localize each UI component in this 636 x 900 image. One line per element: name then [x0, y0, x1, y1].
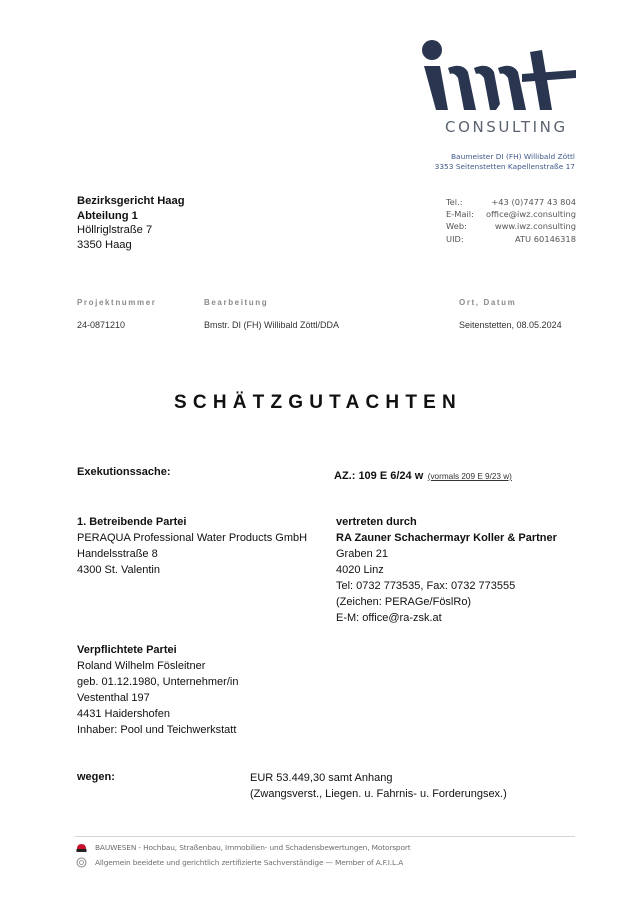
representative-line: Graben 21: [336, 548, 388, 560]
footer-text-1: BAUWESEN - Hochbau, Straßenbau, Immobilien- und Schadensbewertungen, Motorsport: [95, 843, 411, 852]
reason-block: [250, 770, 507, 802]
representative-line: 4020 Linz: [336, 564, 384, 576]
plaintiff-line: PERAQUA Professional Water Products GmbH: [77, 532, 308, 544]
contact-value: +43 (0)7477 43 804: [491, 197, 576, 207]
project-number-label: Projektnummer: [77, 298, 157, 307]
recipient-department: Abteilung 1: [77, 209, 138, 222]
company-address-line: 3353 Seitenstetten Kapellenstraße 17: [434, 162, 575, 171]
contact-label: Tel.:: [446, 197, 463, 207]
reason-detail: (Zwangsverst., Liegen. u. Fahrnis- u. Forderungsex.): [250, 788, 507, 800]
defendant-block: [77, 642, 238, 738]
defendant-line: geb. 01.12.1980, Unternehmer/in: [77, 676, 239, 688]
contact-row-phone: [446, 196, 576, 208]
plaintiff-block: [77, 514, 307, 578]
representative-block: [336, 514, 557, 626]
plaintiff-line: 4300 St. Valentin: [77, 564, 160, 576]
contact-value[interactable]: office@iwz.consulting: [485, 209, 576, 220]
company-logo: [418, 38, 578, 136]
plaintiff-heading: 1. Betreibende Partei: [77, 516, 187, 528]
seal-icon: [75, 857, 87, 868]
az-former: (vormals 209 E 9/23 w): [427, 472, 512, 481]
reason-amount: EUR 53.449,30 samt Anhang: [250, 772, 393, 784]
contact-value: ATU 60146318: [514, 233, 576, 244]
contact-block: [446, 196, 576, 245]
recipient-address: [77, 194, 185, 252]
footer-divider: [75, 836, 575, 837]
place-date-label: Ort, Datum: [459, 298, 517, 307]
company-name-line: Baumeister DI (FH) Willibald Zöttl: [450, 152, 575, 161]
contact-row-uid: [446, 233, 576, 245]
defendant-heading: Verpflichtete Partei: [77, 644, 177, 656]
contact-value[interactable]: www.iwz.consulting: [494, 221, 576, 232]
contact-row-web: [446, 220, 576, 232]
editor-value: Bmstr. DI (FH) Willibald Zöttl/DDA: [204, 320, 340, 330]
footer-text-2: Allgemein beeidete und gerichtlich zertifizierte Sachverständige — Member of A.F.I.L.A: [95, 858, 404, 867]
contact-label: E-Mail:: [446, 209, 474, 220]
contact-label: UID:: [446, 233, 464, 244]
representative-line: (Zeichen: PERAGe/FöslRo): [336, 596, 472, 608]
reason-label: wegen:: [77, 771, 115, 783]
defendant-line: 4431 Haidershofen: [77, 708, 170, 720]
document-title: SCHÄTZGUTACHTEN: [174, 392, 462, 413]
contact-label: Web:: [446, 221, 467, 232]
plaintiff-line: Handelsstraße 8: [77, 548, 158, 560]
helmet-icon: [75, 842, 87, 853]
iwz-logo-icon: [418, 38, 578, 116]
logo-subtitle: CONSULTING: [445, 118, 568, 136]
footer-line-2: [75, 857, 403, 868]
representative-name: RA Zauner Schachermayr Koller & Partner: [336, 532, 557, 544]
case-label: Exekutionssache:: [77, 466, 171, 478]
footer-line-1: [75, 842, 410, 853]
representative-email: E-M: office@ra-zsk.at: [336, 612, 442, 624]
contact-row-email: [446, 208, 576, 220]
defendant-line: Vestenthal 197: [77, 692, 150, 704]
representative-heading: vertreten durch: [336, 516, 417, 528]
az-main: AZ.: 109 E 6/24 w: [334, 470, 424, 482]
recipient-city: 3350 Haag: [77, 238, 132, 251]
defendant-line: Roland Wilhelm Fösleitner: [77, 660, 206, 672]
place-date-value: Seitenstetten, 08.05.2024: [459, 320, 562, 330]
representative-line: Tel: 0732 773535, Fax: 0732 773555: [336, 580, 516, 592]
defendant-line: Inhaber: Pool und Teichwerkstatt: [77, 724, 237, 736]
case-reference: [334, 466, 512, 484]
editor-label: Bearbeitung: [204, 298, 269, 307]
recipient-street: Höllriglstraße 7: [77, 224, 153, 237]
project-number-value: 24-0871210: [77, 320, 126, 330]
recipient-court: Bezirksgericht Haag: [77, 195, 185, 207]
